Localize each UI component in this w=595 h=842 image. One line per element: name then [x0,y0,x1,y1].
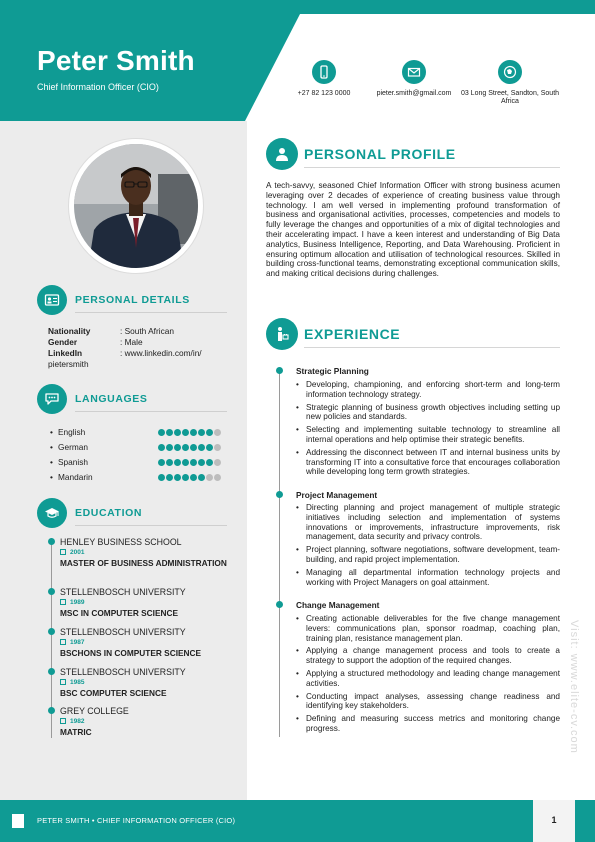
language-item [50,472,230,484]
education-item [60,627,240,658]
school-name: GREY COLLEGE [60,706,129,716]
school-name: STELLENBOSCH UNIVERSITY [60,587,186,597]
timeline-dot [48,628,55,635]
bullet-point: • Addressing the disconnect between IT and internal business units by transforming IT into a consultative force that encourages collaboration while developing long term growth strategies. [296,448,560,477]
page-number: 1 [551,815,557,825]
role-title-text: Change Management [296,600,380,610]
contact-email-text: pieter.smith@gmail.com [376,90,452,97]
speech-bubble-icon [37,384,67,414]
level-dot-empty [214,444,221,451]
role-title [296,490,377,500]
detail-label: LinkedIn [48,348,83,358]
footer-text: PETER SMITH • CHIEF INFORMATION OFFICER (CIO) [37,816,236,825]
header-band [0,0,595,14]
watermark-text: Visit: www.elite-cv.com [568,620,580,754]
calendar-icon [60,639,66,645]
bullet-point: • Project planning, software negotiations, software development, team-building, and rapid project implementation. [296,545,560,565]
level-dot-filled [166,429,173,436]
level-dot-filled [166,444,173,451]
year-text: 1989 [70,599,85,606]
detail-linkedin [48,348,202,358]
language-level [158,443,222,453]
bullet: • [50,457,53,467]
timeline-dot [276,367,283,374]
level-dot-filled [198,474,205,481]
level-dot-filled [158,459,165,466]
degree-name: MSC IN COMPUTER SCIENCE [60,608,179,618]
timeline-dot [48,588,55,595]
contact-location-text: 03 Long Street, Sandton, South Africa [460,90,560,105]
level-dot-filled [190,444,197,451]
personal-details-heading: PERSONAL DETAILS [75,294,190,306]
graduation-cap-icon [37,498,67,528]
page-number-box [533,800,575,842]
calendar-icon [60,599,66,605]
experience-heading: EXPERIENCE [304,326,401,342]
profile-summary: A tech-savvy, seasoned Chief Information Officer with strong business acumen leveraging over 2 decades of experience of creating business value through technology. I am well versed in implementing profound transformation of business and organisational activities, processes, competencies and models to fully leverage the changes and opportunities of a mix of digital technologies and their accelerating impact. I have a keen interest and understanding of Big Data analytics, Business Intelligence, Reporting, and Data Warehousing. Proficient in ensuring optimum allocation and utilisation of technological resources. Skilled in building cross-functional teams, demonstrating exceptional communication skills, and making critical decisions during challenges. [266,181,560,279]
briefcase-person-icon [266,318,298,350]
location-icon [498,60,522,84]
level-dot-filled [166,474,173,481]
bullet: • [50,427,53,437]
degree-name: MASTER OF BUSINESS ADMINISTRATION [60,558,227,568]
level-dot-empty [214,474,221,481]
bullet-point: • Creating actionable deliverables for the five change management levers: communications plan, sponsor roadmap, coaching plan, training plan, resistance management plan. [296,614,560,643]
candidate-job-title: Chief Information Officer (CIO) [37,82,159,92]
timeline-dot [48,668,55,675]
calendar-icon [60,718,66,724]
contact-phone-text: +27 82 123 0000 [297,90,351,97]
bullet: • [50,472,53,482]
divider [75,525,227,526]
linkedin-link[interactable]: : www.linkedin.com/in/ [120,348,202,358]
level-dot-empty [206,474,213,481]
languages-heading: LANGUAGES [75,393,148,405]
calendar-icon [60,679,66,685]
detail-nationality [48,326,174,336]
year-text: 1982 [70,718,85,725]
language-item [50,442,230,454]
contact-phone [274,60,374,98]
level-dot-filled [174,444,181,451]
profile-heading: PERSONAL PROFILE [304,146,456,162]
role-title-text: Strategic Planning [296,366,369,376]
name-block [0,14,300,121]
level-dot-filled [198,429,205,436]
role-title [296,600,379,610]
footer [0,800,595,842]
divider [75,312,227,313]
language-item [50,427,230,439]
level-dot-filled [158,474,165,481]
profile-photo [74,144,198,268]
email-icon [402,60,426,84]
timeline-dot [48,538,55,545]
language-level [158,458,222,468]
education-year [60,549,240,557]
experience-timeline [279,372,280,737]
id-card-icon [37,285,67,315]
role-title-text: Project Management [296,490,378,500]
bullet-point: • Developing, championing, and enforcing short-term and long-term information technology strategy. [296,380,560,400]
role-title [296,366,369,376]
divider [304,167,560,168]
year-text: 1987 [70,639,85,646]
phone-icon [312,60,336,84]
detail-linkedin-wrap: pietersmith [48,359,89,369]
section-experience [266,318,560,350]
language-level [158,473,222,483]
education-item [60,667,240,698]
school-name: STELLENBOSCH UNIVERSITY [60,627,186,637]
language-item [50,457,230,469]
education-year [60,599,240,607]
school-name: HENLEY BUSINESS SCHOOL [60,537,182,547]
education-item [60,537,240,568]
role-bullets [296,380,560,480]
section-profile [266,138,560,170]
bullet-point: • Directing planning and project management of multiple strategic initiatives including selection and implementation of systems innovations or improvements, infrastructure improvements, risk management, data security and privacy controls. [296,503,560,542]
level-dot-filled [174,459,181,466]
bullet-point: • Applying a change management process and tools to create a strategy to support the adoption of the required changes. [296,646,560,666]
watermark [568,620,580,790]
level-dot-filled [158,444,165,451]
level-dot-empty [214,429,221,436]
degree-name: BSCHONS IN COMPUTER SCIENCE [60,648,202,658]
candidate-name: Peter Smith [37,45,195,76]
level-dot-filled [198,459,205,466]
education-item [60,587,240,618]
section-personal-details [37,285,227,315]
level-dot-filled [182,474,189,481]
level-dot-filled [190,474,197,481]
language-name: Spanish [58,457,88,467]
language-level [158,428,222,438]
role-bullets [296,614,560,737]
contact-email [364,60,464,98]
timeline-dot [48,707,55,714]
level-dot-filled [206,444,213,451]
person-icon [266,138,298,170]
bullet-point: • Managing all departmental information technology projects and working with Project Managers on goal attainment. [296,568,560,588]
education-item [60,706,240,737]
timeline-dot [276,491,283,498]
contact-location [460,60,560,106]
level-dot-filled [190,429,197,436]
language-name: German [58,442,88,452]
bullet-point: • Applying a structured methodology and leading change management activities. [296,669,560,689]
calendar-icon [60,549,66,555]
detail-gender [48,337,143,347]
bullet-point: • Conducting impact analyses, assessing change readiness and identifying key stakeholders. [296,692,560,712]
school-name: STELLENBOSCH UNIVERSITY [60,667,186,677]
level-dot-filled [174,429,181,436]
level-dot-filled [198,444,205,451]
role-bullets [296,503,560,590]
year-text: 1985 [70,679,85,686]
detail-label: Gender [48,337,78,347]
bullet-point: • Selecting and implementing suitable technology to streamline all internal operations and help optimise their strategic benefits. [296,425,560,445]
level-dot-filled [206,429,213,436]
education-year [60,718,240,726]
language-name: Mandarin [58,472,93,482]
section-education [37,498,227,528]
divider [75,411,227,412]
section-languages [37,384,227,414]
bullet: • [50,442,53,452]
education-year [60,679,240,687]
education-year [60,639,240,647]
detail-value: : Male [120,337,143,347]
year-text: 2001 [70,549,85,556]
level-dot-filled [174,474,181,481]
footer-square-icon [12,814,24,828]
timeline-dot [276,601,283,608]
level-dot-filled [182,444,189,451]
level-dot-empty [214,459,221,466]
level-dot-filled [182,429,189,436]
level-dot-filled [158,429,165,436]
level-dot-filled [182,459,189,466]
divider [304,347,560,348]
level-dot-filled [190,459,197,466]
bullet-point: • Defining and measuring success metrics and monitoring change progress. [296,714,560,734]
education-heading: EDUCATION [75,507,143,519]
level-dot-filled [206,459,213,466]
detail-value: : South African [120,326,174,336]
language-name: English [58,427,86,437]
detail-label: Nationality [48,326,91,336]
level-dot-filled [166,459,173,466]
degree-name: BSC COMPUTER SCIENCE [60,688,167,698]
degree-name: MATRIC [60,727,92,737]
bullet-point: • Strategic planning of business growth objectives including setting up new policies and standards. [296,403,560,423]
